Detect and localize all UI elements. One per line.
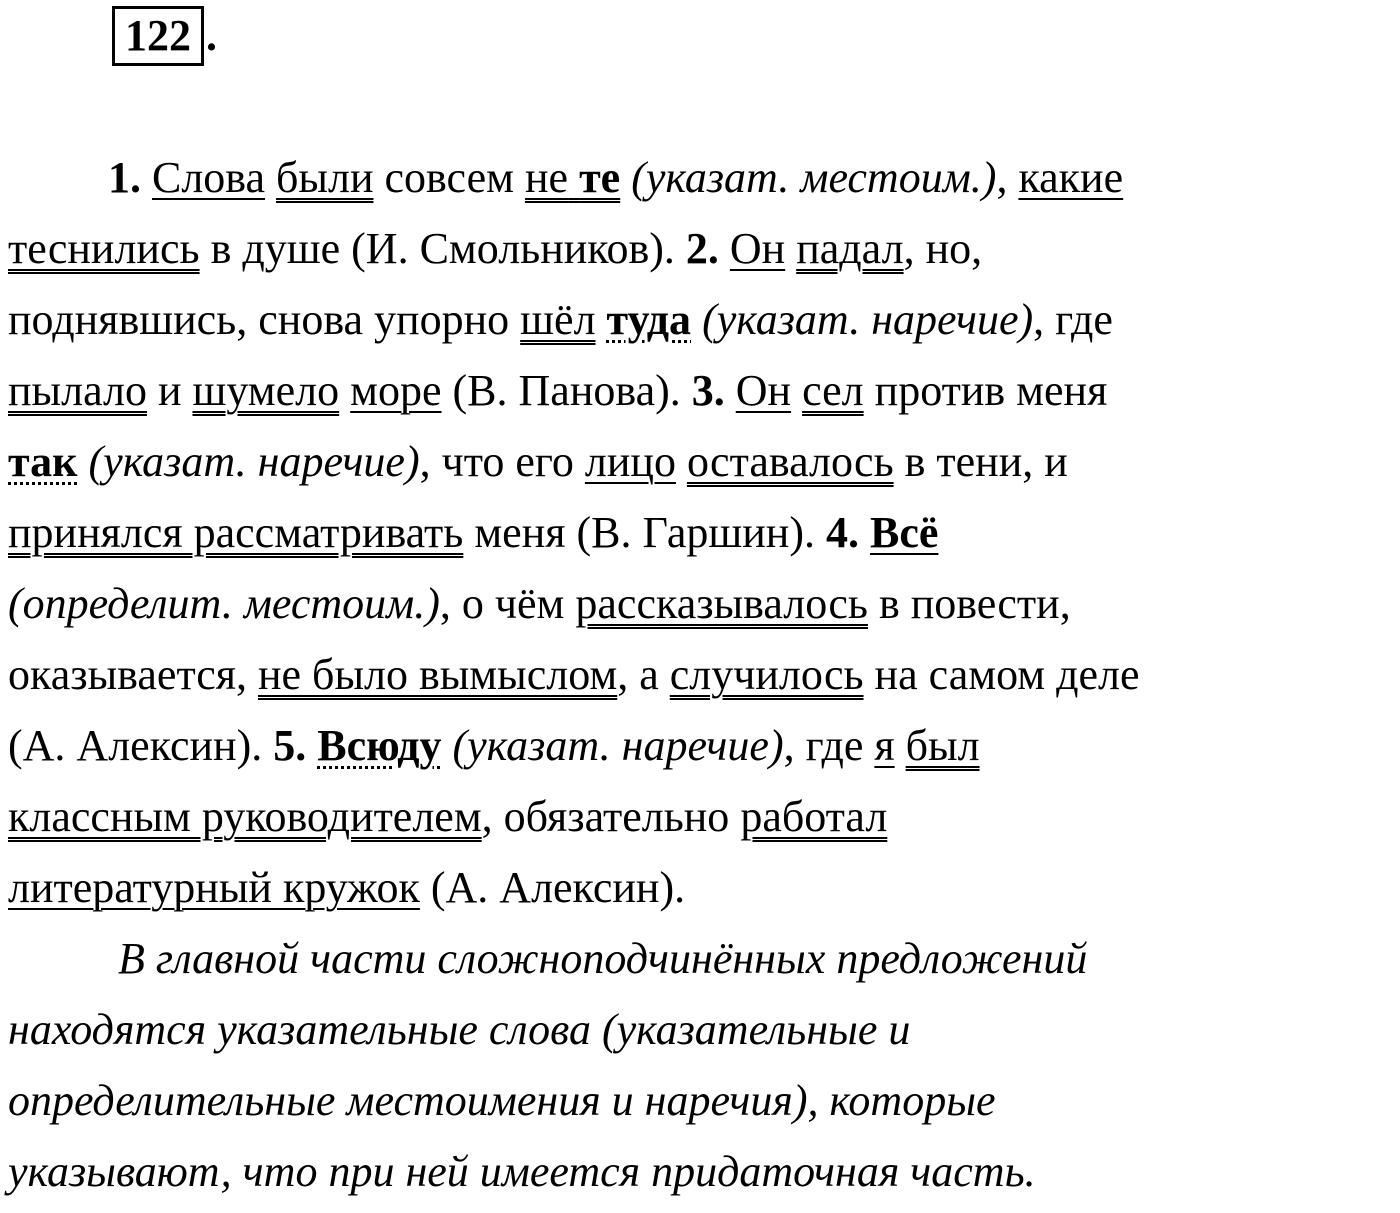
plain-text: оказывается,	[8, 650, 258, 699]
sentence-number-1: 1.	[108, 153, 141, 202]
subject-word: море	[350, 366, 442, 415]
text-line-5	[8, 426, 1400, 497]
plain-text: (А. Алексин).	[419, 863, 686, 912]
text-line-6	[8, 497, 1400, 568]
grammar-gloss: (указат. наречие)	[88, 437, 420, 486]
subject-word: литературный кружок	[8, 863, 420, 912]
subject-word: Он	[735, 366, 792, 415]
demonstrative-word: туда	[606, 295, 692, 344]
exercise-number-box: 122	[112, 6, 204, 66]
plain-text: меня (В. Гаршин).	[463, 508, 826, 557]
grammar-gloss: (указат. наречие)	[452, 721, 784, 770]
plain-text: в тени, и	[893, 437, 1068, 486]
plain-text: , о чём	[439, 579, 576, 628]
text-line-1	[8, 142, 1400, 213]
text-line-2	[8, 213, 1400, 284]
text-line-4	[8, 355, 1400, 426]
subject-word: Он	[729, 224, 786, 273]
plain-text: в повести,	[867, 579, 1071, 628]
plain-text: , что его	[419, 437, 585, 486]
predicate-word: работал	[740, 792, 888, 841]
predicate-word: пылало	[8, 366, 147, 415]
demonstrative-word: Всё	[869, 508, 939, 557]
text-line-11	[8, 852, 1400, 923]
text-line-9	[8, 710, 1400, 781]
text-line-7	[8, 568, 1400, 639]
predicate-word: шумело	[192, 366, 340, 415]
predicate-word: были	[276, 153, 374, 202]
predicate-word: случилось	[669, 650, 864, 699]
predicate-word: шёл	[520, 295, 596, 344]
predicate-word: был	[905, 721, 980, 770]
subject-word: какие	[1018, 153, 1124, 202]
predicate-word: падал	[796, 224, 904, 273]
exercise-text	[8, 142, 1400, 1207]
grammar-gloss: (указат. местоим.)	[631, 153, 997, 202]
plain-text: , но,	[903, 224, 983, 273]
plain-text: против меня	[863, 366, 1108, 415]
conclusion-line-3: определительные местоимения и наречия), которые	[8, 1076, 996, 1125]
conclusion-line-2: находятся указательные слова (указательные и	[8, 1005, 911, 1054]
sentence-number-4: 4.	[825, 508, 859, 557]
subject-word: лицо	[584, 437, 676, 486]
plain-text: , где	[783, 721, 875, 770]
subject-word: я	[874, 721, 895, 770]
subject-word: Слова	[152, 153, 266, 202]
conclusion-line-4: указывают, что при ней имеется придаточная часть.	[8, 1147, 1036, 1196]
predicate-word: не те	[524, 153, 621, 202]
predicate-word: классным руководителем	[8, 792, 482, 841]
sentence-number-3: 3.	[691, 366, 725, 415]
predicate-word: не было вымыслом	[257, 650, 618, 699]
conclusion-line-1: В главной части сложноподчинённых предложений	[118, 934, 1088, 983]
plain-text: на самом деле	[863, 650, 1140, 699]
plain-text: в душе (И. Смольников).	[199, 224, 686, 273]
sentence-number-5: 5.	[273, 721, 307, 770]
plain-text: , где	[1033, 295, 1113, 344]
sentence-number-2: 2.	[685, 224, 719, 273]
exercise-number	[112, 6, 217, 66]
grammar-gloss: (указат. наречие)	[702, 295, 1034, 344]
plain-text: совсем	[373, 153, 525, 202]
predicate-word: рассказывалось	[575, 579, 868, 628]
plain-text: , а	[617, 650, 670, 699]
exercise-number-dot: .	[206, 11, 217, 60]
plain-text: (А. Алексин).	[8, 721, 274, 770]
demonstrative-word: те	[579, 153, 621, 202]
predicate-word: теснились	[8, 224, 200, 273]
predicate-word: сел	[802, 366, 864, 415]
predicate-word: принялся рассматривать	[8, 508, 464, 557]
grammar-gloss: (определит. местоим.)	[8, 579, 440, 628]
demonstrative-word: так	[8, 437, 78, 486]
demonstrative-word: Всюду	[317, 721, 442, 770]
text-line-3	[8, 284, 1400, 355]
text-line-8	[8, 639, 1400, 710]
text-line-10	[8, 781, 1400, 852]
plain-text: и	[146, 366, 193, 415]
plain-text: поднявшись, снова упорно	[8, 295, 521, 344]
plain-text: (В. Панова).	[441, 366, 692, 415]
plain-text: ,	[996, 153, 1019, 202]
plain-text: , обязательно	[481, 792, 741, 841]
predicate-word: оставалось	[686, 437, 894, 486]
